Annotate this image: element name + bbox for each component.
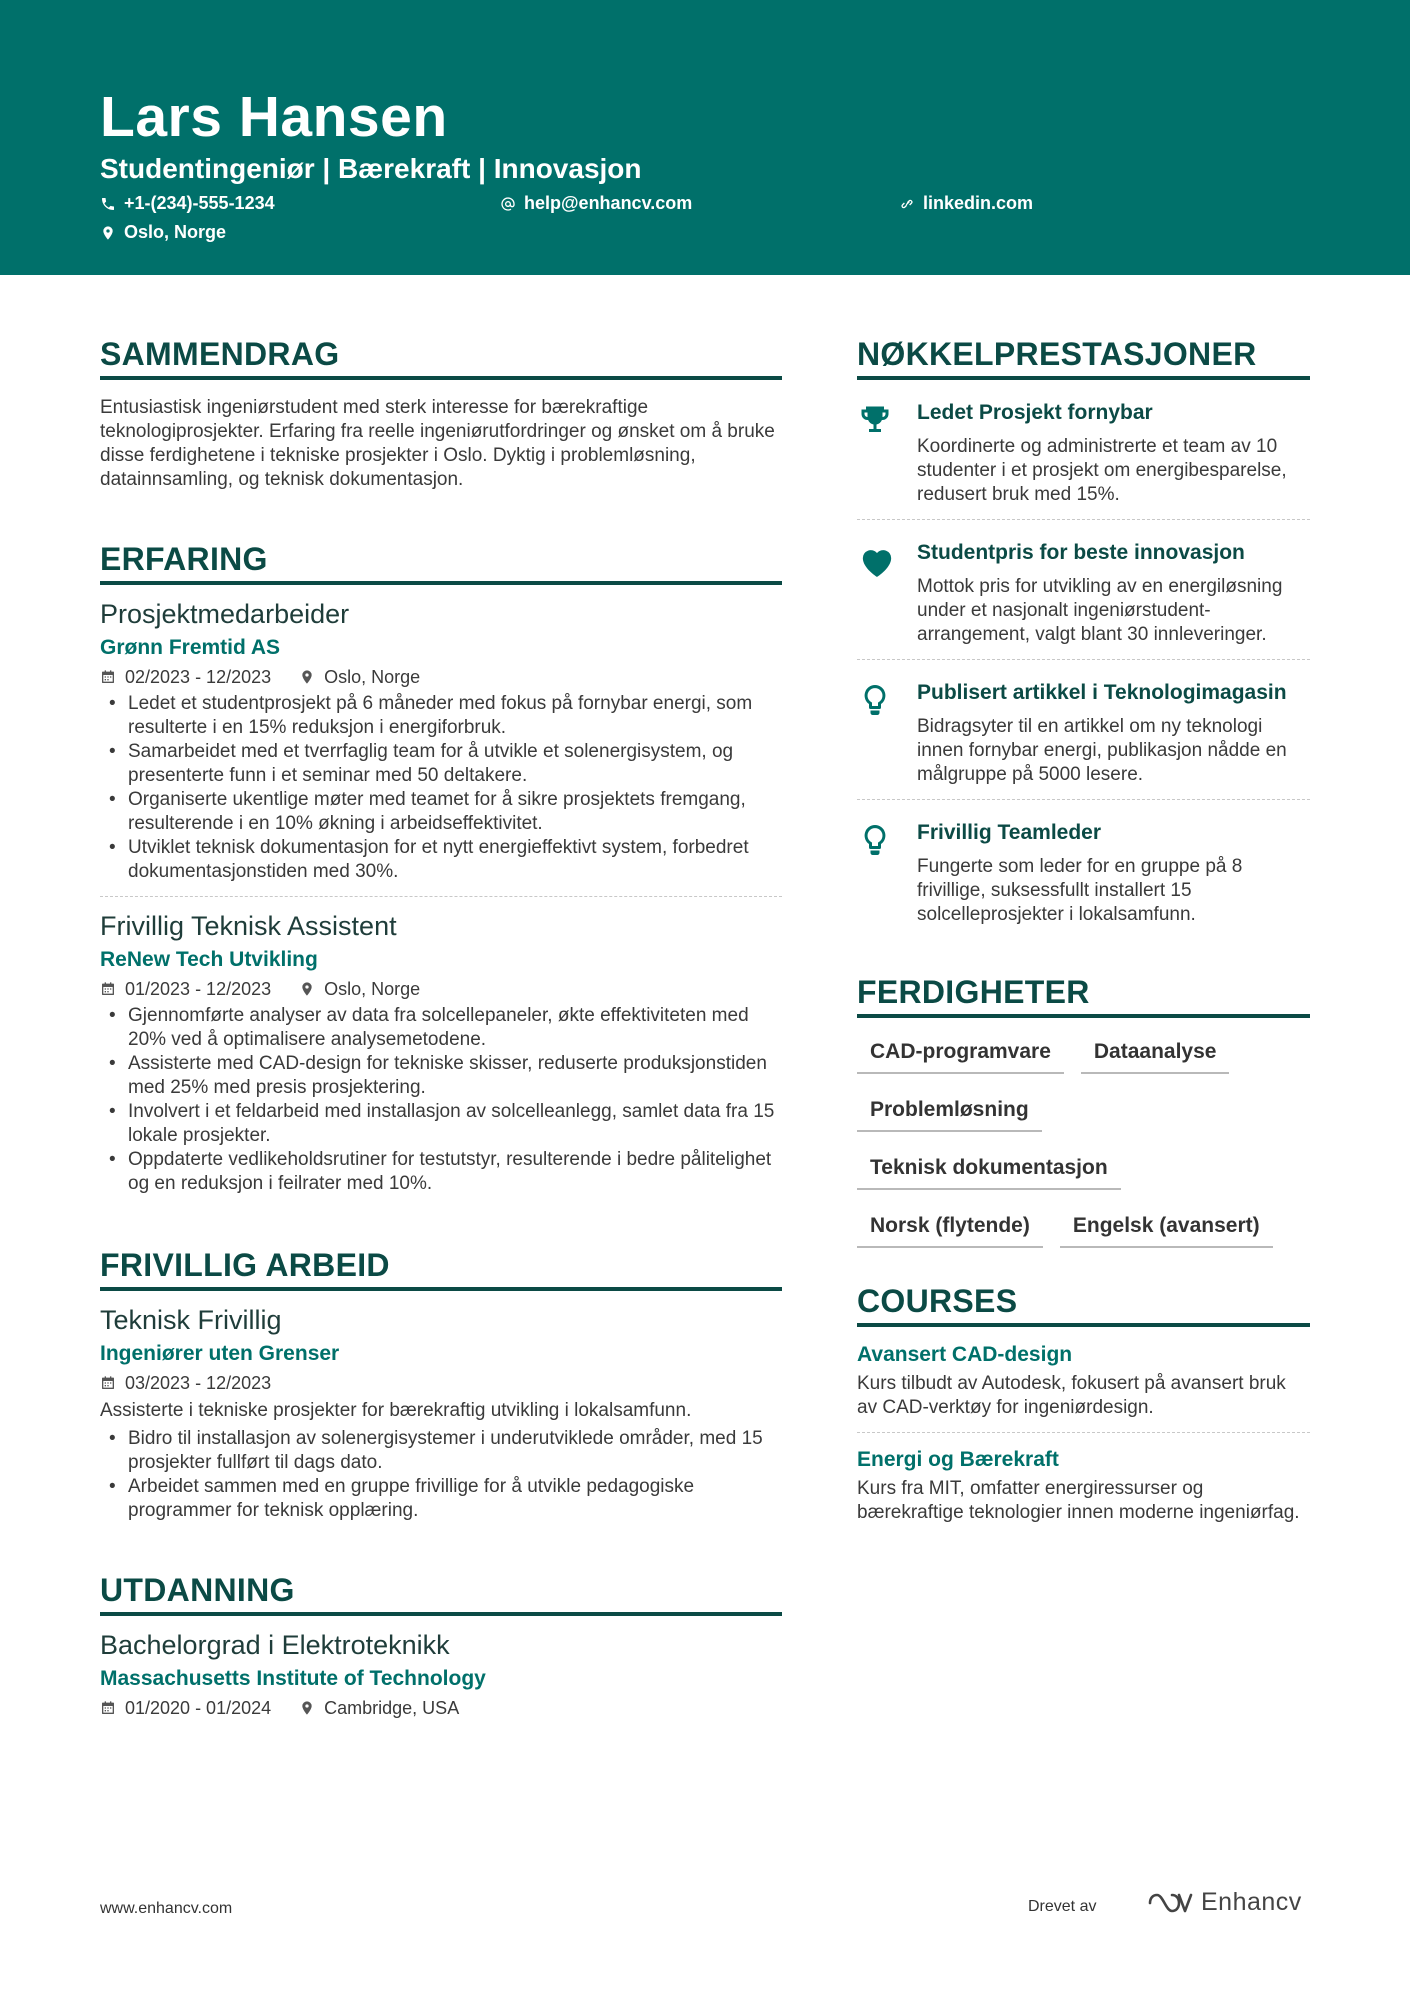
section-title-experience: ERFARING — [100, 540, 782, 585]
entry-divider — [857, 519, 1310, 520]
linkedin-text: linkedin.com — [923, 193, 1034, 213]
job-bullets — [100, 692, 782, 884]
course-description: Kurs fra MIT, omfatter energiressurser og bærekraftige teknologier innen moderne ingeniørfag. — [857, 1478, 1300, 1523]
calendar-icon — [100, 1375, 116, 1391]
bullet-item: • Gjennomførte analyser av data fra solcellepaneler, økte effektiviteten med 20% ved å optimalisere analysemetodene. — [100, 1004, 782, 1052]
achievement-title: Publisert artikkel i Teknologimagasin — [917, 681, 1287, 704]
education-section — [100, 1571, 782, 1719]
email-text: help@enhancv.com — [524, 193, 693, 213]
achievement-title: Studentpris for beste innovasjon — [917, 541, 1245, 564]
bullet-item: • Assisterte med CAD-design for tekniske skisser, reduserte produksjonstiden med 25% med presis prosjektering. — [100, 1052, 782, 1100]
achievement-description: Fungerte som leder for en gruppe på 8 frivillige, suksessfullt installert 15 solcelleprosjekter i lokalsamfunn. — [917, 856, 1243, 925]
education-meta — [100, 1697, 782, 1719]
job-dates: 02/2023 - 12/2023 — [125, 667, 272, 687]
contact-phone[interactable] — [100, 193, 275, 214]
experience-entry — [100, 598, 782, 884]
volunteer-entry — [100, 1304, 782, 1523]
achievement-description: Bidragsyter til en artikkel om ny teknologi innen fornybar energi, publikasjon nådde en målgruppe på 5000 lesere. — [917, 716, 1287, 785]
location-pin-icon — [299, 669, 315, 685]
education-dates: 01/2020 - 01/2024 — [125, 1698, 272, 1718]
skill-tag: CAD-programvare — [857, 1038, 1064, 1074]
entry-divider — [100, 896, 782, 897]
skills-section — [857, 973, 1310, 1248]
course-title: Energi og Bærekraft — [857, 1448, 1059, 1471]
bullet-item: • Utviklet teknisk dokumentasjon for et nytt energieffektivt system, forbedret dokumentasjonstiden med 30%. — [100, 836, 782, 884]
section-title-volunteer: FRIVILLIG ARBEID — [100, 1246, 782, 1291]
volunteer-meta — [100, 1372, 782, 1394]
section-title-skills: FERDIGHETER — [857, 973, 1310, 1018]
section-title-achievements: NØKKELPRESTASJONER — [857, 335, 1310, 380]
degree-title: Bachelorgrad i Elektroteknikk — [100, 1630, 450, 1660]
course-item — [857, 1447, 1310, 1525]
location-pin-icon — [100, 225, 116, 241]
entry-divider — [857, 659, 1310, 660]
achievement-item — [857, 680, 1310, 787]
left-column — [100, 335, 782, 1719]
achievement-item — [857, 540, 1310, 647]
right-column — [857, 335, 1310, 1525]
section-title-summary: SAMMENDRAG — [100, 335, 782, 380]
contact-location — [100, 222, 226, 243]
enhancv-logo[interactable] — [1147, 1888, 1302, 1917]
location-text: Oslo, Norge — [124, 222, 227, 242]
skill-tag: Engelsk (avansert) — [1060, 1212, 1273, 1248]
experience-section — [100, 540, 782, 1196]
footer-powered-by: Drevet av — [1028, 1898, 1097, 1915]
achievement-item — [857, 820, 1310, 927]
volunteer-description: Assisterte i tekniske prosjekter for bærekraftig utvikling i lokalsamfunn. — [100, 1400, 692, 1421]
experience-entry — [100, 910, 782, 1196]
phone-text: +1-(234)-555-1234 — [124, 193, 275, 213]
course-item — [857, 1342, 1310, 1420]
volunteer-org: Ingeniører uten Grenser — [100, 1342, 340, 1365]
education-location: Cambridge, USA — [324, 1698, 460, 1718]
summary-section — [100, 335, 782, 492]
achievement-description: Mottok pris for utvikling av en energiløsning under et nasjonalt ingeniørstudent-arrangement, valgt blant 30 innleveringer. — [917, 576, 1283, 645]
achievement-description: Koordinerte og administrerte et team av 10 studenter i et prosjekt om energibesparelse, redusert bruk med 15%. — [917, 436, 1287, 505]
section-title-courses: COURSES — [857, 1282, 1310, 1327]
achievement-title: Frivillig Teamleder — [917, 821, 1102, 844]
section-title-education: UTDANNING — [100, 1571, 782, 1616]
volunteer-bullets — [100, 1427, 782, 1523]
bullet-item: • Organiserte ukentlige møter med teamet for å sikre prosjektets fremgang, resulterende i en 10% økning i arbeidseffektivitet. — [100, 788, 782, 836]
job-location: Oslo, Norge — [324, 979, 421, 999]
volunteer-section — [100, 1246, 782, 1523]
job-meta — [100, 978, 782, 1000]
company-name: ReNew Tech Utvikling — [100, 948, 318, 971]
job-meta — [100, 666, 782, 688]
calendar-icon — [100, 669, 116, 685]
skill-tag: Problemløsning — [857, 1096, 1042, 1132]
bullet-item: • Oppdaterte vedlikeholdsrutiner for testutstyr, resulterende i bedre pålitelighet og en reduksjon i feilrater med 10%. — [100, 1148, 782, 1196]
volunteer-dates: 03/2023 - 12/2023 — [125, 1373, 272, 1393]
link-icon — [899, 196, 915, 212]
job-location: Oslo, Norge — [324, 667, 421, 687]
courses-section — [857, 1282, 1310, 1525]
candidate-name: Lars Hansen — [100, 85, 448, 149]
calendar-icon — [100, 1700, 116, 1716]
lightbulb-icon — [857, 822, 893, 858]
footer-url[interactable]: www.enhancv.com — [100, 1900, 233, 1917]
location-pin-icon — [299, 1700, 315, 1716]
heart-icon — [857, 542, 897, 582]
course-title: Avansert CAD-design — [857, 1343, 1073, 1366]
phone-icon — [100, 196, 116, 212]
bullet-item: • Arbeidet sammen med en gruppe frivillige for å utvikle pedagogiske programmer for teknisk opplæring. — [100, 1475, 782, 1523]
at-icon — [500, 196, 516, 212]
school-name: Massachusetts Institute of Technology — [100, 1667, 486, 1690]
bullet-item: • Samarbeidet med et tverrfaglig team for å utvikle et solenergisystem, og presenterte funn i et seminar med 50 deltakere. — [100, 740, 782, 788]
skills-list — [857, 1038, 1310, 1248]
education-entry — [100, 1629, 782, 1719]
enhancv-logo-icon — [1147, 1890, 1193, 1916]
job-title: Frivillig Teknisk Assistent — [100, 911, 397, 941]
entry-divider — [857, 1432, 1310, 1433]
calendar-icon — [100, 981, 116, 997]
resume-header — [0, 0, 1410, 275]
lightbulb-icon — [857, 682, 893, 718]
enhancv-logo-text: Enhancv — [1201, 1888, 1302, 1916]
bullet-item: • Bidro til installasjon av solenergisystemer i underutviklede områder, med 15 prosjekter fullført til dags dato. — [100, 1427, 782, 1475]
contact-email[interactable] — [500, 193, 692, 214]
summary-text: Entusiastisk ingeniørstudent med sterk interesse for bærekraftige teknologiprosjekter. Erfaring fra reelle ingeniørutfordringer og ønsket om å bruke disse ferdighetene i tekniske prosjekter i Oslo. Dyktig i problemløsning, datainnsamling, og teknisk dokumentasjon. — [100, 397, 775, 490]
job-bullets — [100, 1004, 782, 1196]
company-name: Grønn Fremtid AS — [100, 636, 281, 659]
bullet-item: • Involvert i et feldarbeid med installasjon av solcelleanlegg, samlet data fra 15 lokale prosjekter. — [100, 1100, 782, 1148]
candidate-headline: Studentingeniør | Bærekraft | Innovasjon — [100, 153, 642, 184]
location-pin-icon — [299, 981, 315, 997]
entry-divider — [857, 799, 1310, 800]
achievement-item — [857, 400, 1310, 507]
volunteer-role: Teknisk Frivillig — [100, 1305, 282, 1335]
trophy-icon — [857, 402, 893, 438]
bullet-item: • Ledet et studentprosjekt på 6 måneder med fokus på fornybar energi, som resulterte i en 15% reduksjon i energiforbruk. — [100, 692, 782, 740]
job-title: Prosjektmedarbeider — [100, 599, 350, 629]
contact-linkedin[interactable] — [899, 193, 1033, 214]
course-description: Kurs tilbudt av Autodesk, fokusert på avansert bruk av CAD-verktøy for ingeniørdesign. — [857, 1373, 1286, 1418]
achievements-section — [857, 335, 1310, 927]
skill-tag: Norsk (flytende) — [857, 1212, 1043, 1248]
skill-tag: Dataanalyse — [1081, 1038, 1230, 1074]
job-dates: 01/2023 - 12/2023 — [125, 979, 272, 999]
skill-tag: Teknisk dokumentasjon — [857, 1154, 1121, 1190]
achievement-title: Ledet Prosjekt fornybar — [917, 401, 1153, 424]
